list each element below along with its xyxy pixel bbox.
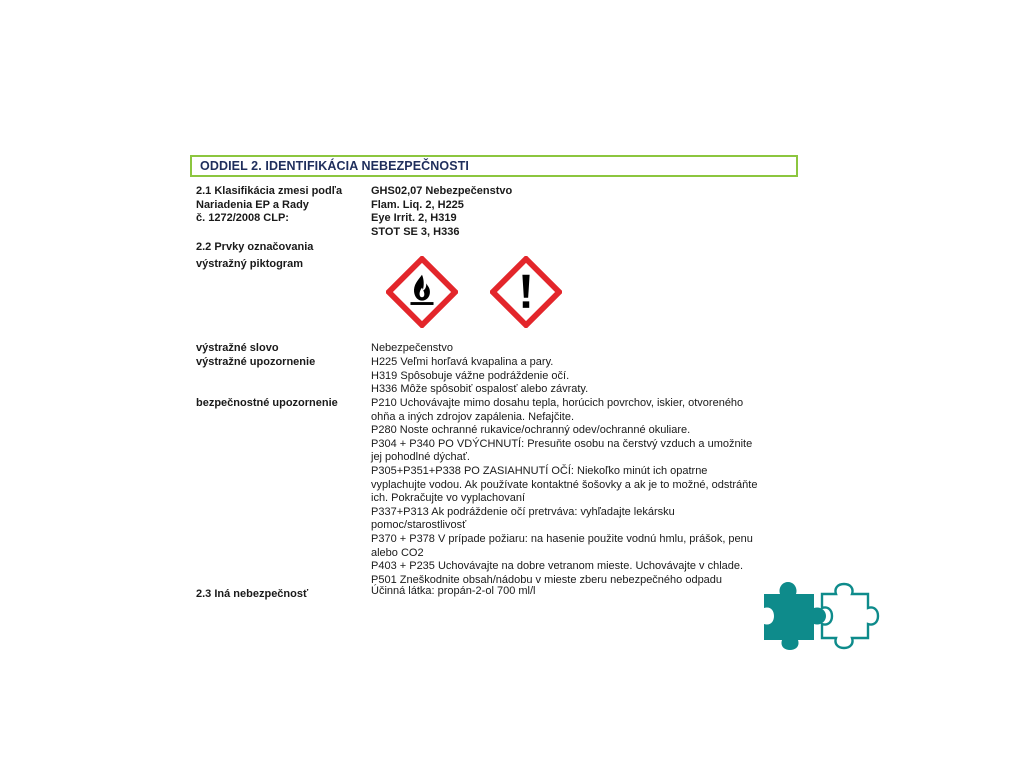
hazard-statement: H319 Spôsobuje vážne podráždenie očí. — [371, 369, 570, 382]
precaution-label: bezpečnostné upozornenie — [196, 397, 338, 409]
signal-word-label: výstražné slovo — [196, 342, 279, 354]
classification-label-line: č. 1272/2008 CLP: — [196, 212, 289, 225]
ghs07-exclamation-icon — [490, 256, 562, 328]
precaution-line: alebo CO2 — [371, 546, 424, 559]
precaution-line: P280 Noste ochranné rukavice/ochranný odev/ochranné okuliare. — [371, 424, 691, 437]
hazard-statement: H336 Môže spôsobiť ospalosť alebo závraty. — [371, 383, 589, 396]
hazard-label: výstražné upozornenie — [196, 356, 316, 368]
pictogram-group — [386, 256, 562, 328]
precaution-line: P305+P351+P338 PO ZASIAHNUTÍ OČÍ: Niekoľko minút ich opatrne — [371, 464, 708, 477]
precaution-statements — [371, 397, 791, 587]
precaution-line: ohňa a iných zdrojov zapálenia. Nefajčite. — [371, 410, 575, 423]
precaution-line: P403 + P235 Uchovávajte na dobre vetranom mieste. Uchovávajte v chlade. — [371, 560, 744, 573]
precaution-line: jej pohodlné dýchať. — [371, 451, 470, 464]
section-title: ODDIEL 2. IDENTIFIKÁCIA NEBEZPEČNOSTI — [200, 159, 470, 173]
classification-value-line: Eye Irrit. 2, H319 — [371, 212, 457, 225]
labelling-heading: 2.2 Prvky označovania — [196, 241, 314, 253]
section-header — [190, 155, 798, 177]
hazard-statements — [371, 356, 791, 397]
precaution-line: P370 + P378 V prípade požiaru: na hasenie použite vodnú hmlu, prášok, penu — [371, 532, 753, 545]
precaution-line: P501 Zneškodnite obsah/nádobu v mieste zberu nebezpečného odpadu — [371, 573, 723, 586]
classification-value — [371, 185, 791, 239]
other-hazards-value: Účinná látka: propán-2-ol 700 ml/l — [371, 585, 536, 597]
precaution-line: vyplachujte vodou. Ak používate kontaktné šošovky a ak je to možné, odstráňte — [371, 478, 758, 491]
precaution-line: P304 + P340 PO VDÝCHNUTÍ: Presuňte osobu na čerstvý vzduch a umožnite — [371, 437, 753, 450]
pictogram-label: výstražný piktogram — [196, 258, 303, 270]
other-hazards-label: 2.3 Iná nebezpečnosť — [196, 588, 309, 600]
precaution-line: ich. Pokračujte vo vyplachovaní — [371, 492, 526, 505]
classification-label — [196, 185, 366, 226]
classification-label-line: Nariadenia EP a Rady — [196, 198, 309, 211]
signal-word: Nebezpečenstvo — [371, 342, 453, 354]
puzzle-pieces-icon — [760, 580, 882, 652]
classification-label-line: 2.1 Klasifikácia zmesi podľa — [196, 185, 343, 197]
classification-value-line: STOT SE 3, H336 — [371, 225, 460, 238]
precaution-line: pomoc/starostlivosť — [371, 519, 467, 532]
classification-value-line: GHS02,07 Nebezpečenstvo — [371, 185, 513, 197]
precaution-line: P210 Uchovávajte mimo dosahu tepla, horúcich povrchov, iskier, otvoreného — [371, 397, 744, 409]
ghs02-flame-icon — [386, 256, 458, 328]
precaution-line: P337+P313 Ak podráždenie očí pretrváva: vyhľadajte lekársku — [371, 505, 675, 518]
hazard-statement: H225 Veľmi horľavá kvapalina a pary. — [371, 356, 554, 368]
classification-value-line: Flam. Liq. 2, H225 — [371, 198, 464, 211]
